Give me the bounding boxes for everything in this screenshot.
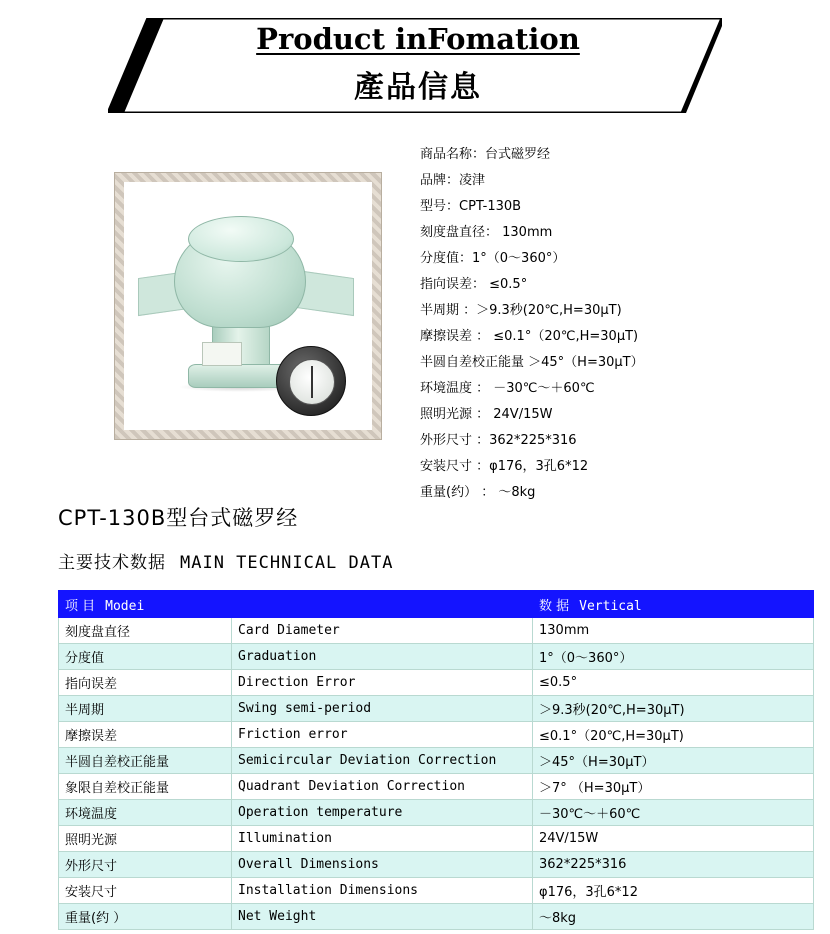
table-header-row bbox=[59, 591, 814, 618]
header-item-en: Modei bbox=[105, 598, 145, 614]
compass-card-face bbox=[289, 359, 335, 405]
tech-data-title bbox=[58, 548, 393, 573]
banner-text-group bbox=[178, 22, 658, 106]
row-label-cn: 重量(约 ） bbox=[59, 904, 232, 930]
spec-item: 环境温度 ： －30℃～＋60℃ bbox=[420, 381, 595, 396]
table-row bbox=[59, 748, 814, 774]
spec-item: 照明光源 ： 24V/15W bbox=[420, 407, 553, 422]
row-label-en: Graduation bbox=[232, 644, 533, 670]
spec-item: 外形尺寸 ：362*225*316 bbox=[420, 433, 577, 448]
spec-item: 半周期 ：＞9.3秒(20℃,H=30μT) bbox=[420, 303, 622, 318]
row-label-en: Installation Dimensions bbox=[232, 878, 533, 904]
row-label-cn: 半圆自差校正能量 bbox=[59, 748, 232, 774]
spec-item: 刻度盘直径： 130mm bbox=[420, 225, 553, 240]
compass-nameplate bbox=[202, 342, 242, 366]
table-row bbox=[59, 644, 814, 670]
row-label-en: Net Weight bbox=[232, 904, 533, 930]
tech-data-title-en: MAIN TECHNICAL DATA bbox=[180, 553, 394, 573]
row-label-cn: 照明光源 bbox=[59, 826, 232, 852]
table-row bbox=[59, 618, 814, 644]
product-photo bbox=[124, 182, 372, 430]
table-row bbox=[59, 800, 814, 826]
row-label-en: Direction Error bbox=[232, 670, 533, 696]
table-row bbox=[59, 878, 814, 904]
table-row bbox=[59, 670, 814, 696]
compass-card-accessory bbox=[276, 346, 346, 416]
banner-title-en: Product inFomation bbox=[256, 22, 580, 56]
row-label-cn: 分度值 bbox=[59, 644, 232, 670]
row-value: 1°（0～360°） bbox=[533, 644, 814, 670]
spec-item: 指向误差： ≤0.5° bbox=[420, 277, 528, 292]
row-value: ≤0.5° bbox=[533, 670, 814, 696]
spec-item: 安装尺寸 ：φ176，3孔6*12 bbox=[420, 459, 589, 474]
row-label-en: Semicircular Deviation Correction bbox=[232, 748, 533, 774]
row-label-en: Card Diameter bbox=[232, 618, 533, 644]
header-item bbox=[59, 591, 232, 618]
header-value-en: Vertical bbox=[579, 598, 642, 614]
row-value: ＞9.3秒(20℃,H=30μT) bbox=[533, 696, 814, 722]
spec-item: 商品名称：台式磁罗经 bbox=[420, 147, 551, 162]
row-label-en: Illumination bbox=[232, 826, 533, 852]
row-label-cn: 环境温度 bbox=[59, 800, 232, 826]
spec-item: 摩擦误差 ： ≤0.1°（20℃,H=30μT) bbox=[420, 329, 639, 344]
row-value: 362*225*316 bbox=[533, 852, 814, 878]
spec-item: 分度值：1°（0～360°） bbox=[420, 251, 566, 266]
row-label-cn: 指向误差 bbox=[59, 670, 232, 696]
header-value bbox=[533, 591, 814, 618]
page-banner bbox=[108, 18, 722, 113]
model-title: CPT-130B型台式磁罗经 bbox=[58, 506, 299, 530]
compass-lid bbox=[188, 216, 294, 262]
row-value: 24V/15W bbox=[533, 826, 814, 852]
header-item-cn: 项 目 bbox=[65, 598, 96, 614]
row-value: ～8kg bbox=[533, 904, 814, 930]
row-label-en: Operation temperature bbox=[232, 800, 533, 826]
header-spacer bbox=[232, 591, 533, 618]
table-row bbox=[59, 774, 814, 800]
row-value: ＞45°（H=30μT） bbox=[533, 748, 814, 774]
row-label-cn: 摩擦误差 bbox=[59, 722, 232, 748]
row-label-cn: 象限自差校正能量 bbox=[59, 774, 232, 800]
spec-item: 型号：CPT-130B bbox=[420, 199, 522, 214]
row-label-cn: 半周期 bbox=[59, 696, 232, 722]
spec-item: 重量(约） ： ～8kg bbox=[420, 485, 536, 500]
row-value: 130mm bbox=[533, 618, 814, 644]
row-value: ＞7° （H=30μT） bbox=[533, 774, 814, 800]
tech-data-title-cn: 主要技术数据 bbox=[58, 553, 166, 573]
banner-title-cn: 產品信息 bbox=[354, 70, 482, 105]
row-label-en: Quadrant Deviation Correction bbox=[232, 774, 533, 800]
table-row bbox=[59, 826, 814, 852]
compass-needle bbox=[311, 366, 313, 398]
row-value: －30℃～＋60℃ bbox=[533, 800, 814, 826]
row-value: φ176，3孔6*12 bbox=[533, 878, 814, 904]
table-row bbox=[59, 852, 814, 878]
technical-data-table bbox=[58, 590, 814, 930]
table-row bbox=[59, 722, 814, 748]
row-label-cn: 安装尺寸 bbox=[59, 878, 232, 904]
row-label-en: Friction error bbox=[232, 722, 533, 748]
table-head bbox=[59, 591, 814, 618]
table-body bbox=[59, 618, 814, 930]
row-label-cn: 刻度盘直径 bbox=[59, 618, 232, 644]
row-label-en: Overall Dimensions bbox=[232, 852, 533, 878]
spec-item: 半圆自差校正能量 ＞45°（H=30μT） bbox=[420, 355, 644, 370]
product-photo-frame bbox=[114, 172, 382, 440]
table-row bbox=[59, 696, 814, 722]
row-label-en: Swing semi-period bbox=[232, 696, 533, 722]
table-row bbox=[59, 904, 814, 930]
row-label-cn: 外形尺寸 bbox=[59, 852, 232, 878]
product-spec-list bbox=[420, 142, 810, 506]
spec-item: 品牌：凌津 bbox=[420, 173, 486, 188]
header-value-cn: 数 据 bbox=[539, 598, 570, 614]
row-value: ≤0.1°（20℃,H=30μT) bbox=[533, 722, 814, 748]
